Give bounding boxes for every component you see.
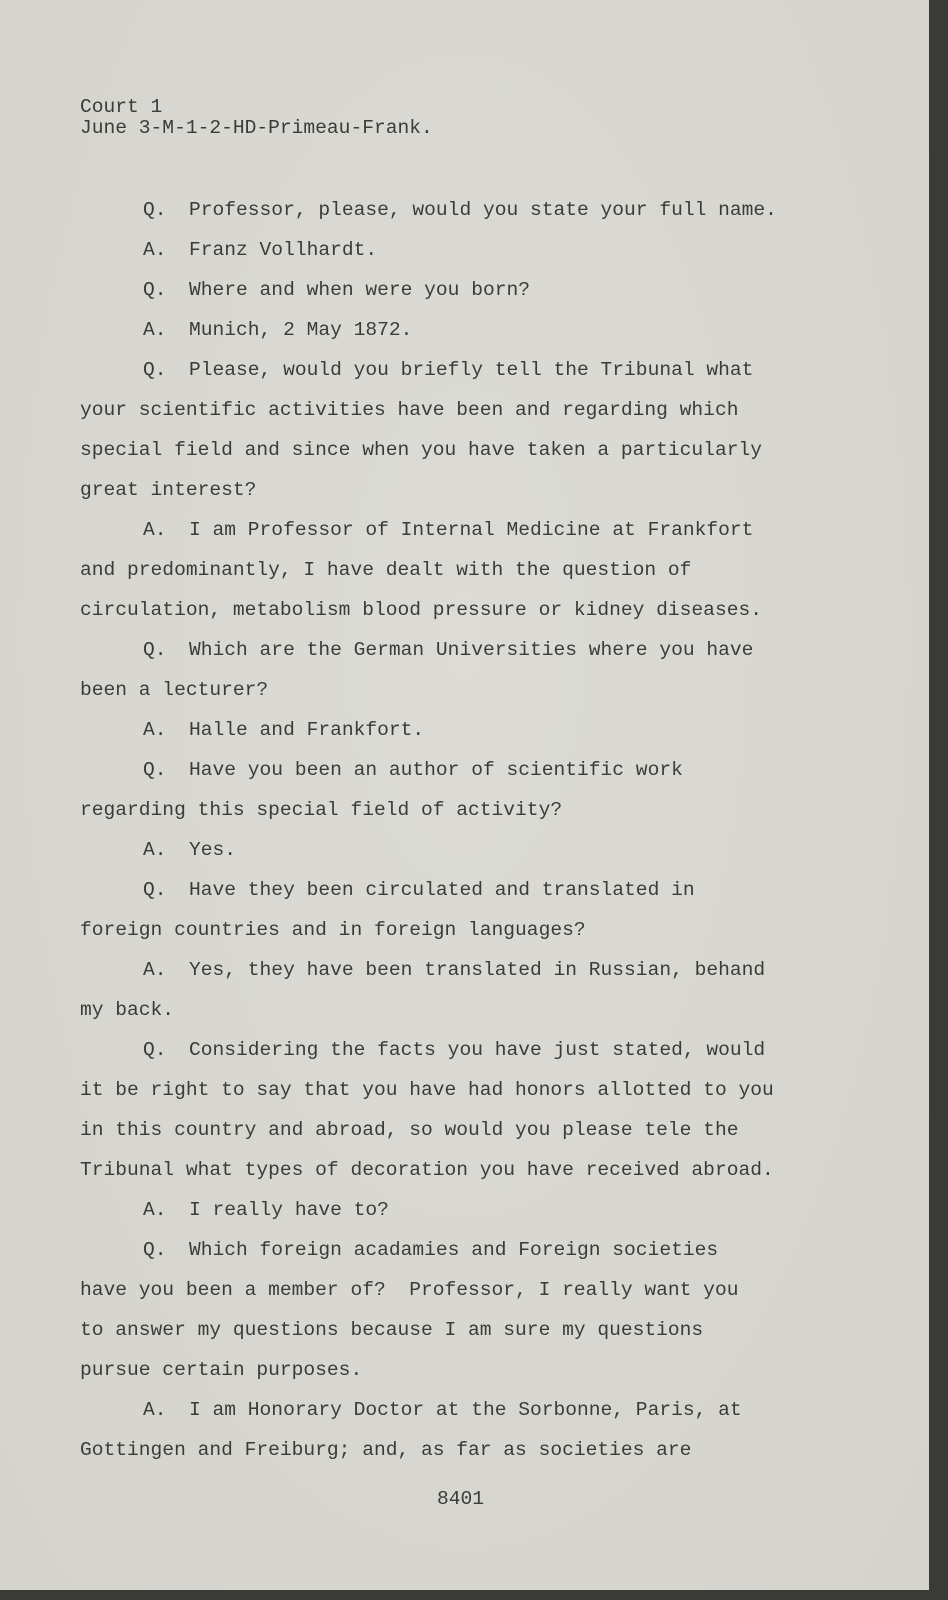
line-text: Where and when were you born? [189, 279, 530, 301]
text-line [80, 670, 920, 710]
answer-paragraph [80, 710, 920, 750]
text-line [80, 590, 920, 630]
speaker-label: A. [143, 1199, 167, 1221]
text-line [80, 910, 920, 950]
question-paragraph [80, 750, 920, 830]
line-text: Halle and Frankfort. [189, 719, 425, 741]
header-court: Court 1 [80, 96, 163, 118]
answer-paragraph [80, 1190, 920, 1230]
line-text: great interest? [80, 479, 257, 501]
speaker-label: Q. [143, 639, 167, 661]
answer-paragraph [80, 510, 920, 630]
line-text: foreign countries and in foreign languages? [80, 919, 586, 941]
question-paragraph [80, 1030, 920, 1190]
answer-paragraph [80, 230, 920, 270]
line-text: Munich, 2 May 1872. [189, 319, 413, 341]
answer-paragraph [80, 310, 920, 350]
line-text: Please, would you briefly tell the Tribunal what [189, 359, 754, 381]
text-line [80, 550, 920, 590]
line-text: Professor, please, would you state your full name. [189, 199, 777, 221]
speaker-label: Q. [143, 759, 167, 781]
text-line [80, 1270, 920, 1310]
text-line [80, 390, 920, 430]
text-line [80, 1230, 920, 1270]
line-text: Tribunal what types of decoration you have received abroad. [80, 1159, 774, 1181]
text-line [80, 270, 920, 310]
line-text: your scientific activities have been and regarding which [80, 399, 739, 421]
answer-paragraph [80, 1390, 920, 1470]
line-text: special field and since when you have taken a particularly [80, 439, 762, 461]
question-paragraph [80, 870, 920, 950]
text-line [80, 1310, 920, 1350]
text-line [80, 310, 920, 350]
answer-paragraph [80, 950, 920, 1030]
question-paragraph [80, 270, 920, 310]
text-line [80, 1190, 920, 1230]
line-text: it be right to say that you have had honors allotted to you [80, 1079, 774, 1101]
text-line [80, 1350, 920, 1390]
text-line [80, 1430, 920, 1470]
speaker-label: Q. [143, 879, 167, 901]
line-text: Gottingen and Freiburg; and, as far as societies are [80, 1439, 692, 1461]
question-paragraph [80, 1230, 920, 1390]
text-line [80, 1110, 920, 1150]
line-text: to answer my questions because I am sure my questions [80, 1319, 704, 1341]
text-line [80, 750, 920, 790]
text-line [80, 950, 920, 990]
line-text: Franz Vollhardt. [189, 239, 378, 261]
speaker-label: Q. [143, 1239, 167, 1261]
line-text: I really have to? [189, 1199, 389, 1221]
speaker-label: A. [143, 839, 167, 861]
transcript-body [80, 190, 920, 1470]
speaker-label: A. [143, 719, 167, 741]
line-text: and predominantly, I have dealt with the question of [80, 559, 692, 581]
speaker-label: Q. [143, 1039, 167, 1061]
line-text: Considering the facts you have just stated, would [189, 1039, 766, 1061]
question-paragraph [80, 190, 920, 230]
line-text: circulation, metabolism blood pressure or kidney diseases. [80, 599, 762, 621]
text-line [80, 830, 920, 870]
line-text: Which are the German Universities where you have [189, 639, 754, 661]
speaker-label: Q. [143, 359, 167, 381]
speaker-label: A. [143, 239, 167, 261]
text-line [80, 430, 920, 470]
question-paragraph [80, 630, 920, 710]
line-text: have you been a member of? Professor, I really want you [80, 1279, 739, 1301]
speaker-label: Q. [143, 279, 167, 301]
page-number: 8401 [437, 1488, 485, 1510]
line-text: Which foreign acadamies and Foreign societies [189, 1239, 719, 1261]
text-line [80, 870, 920, 910]
speaker-label: A. [143, 1399, 167, 1421]
text-line [80, 1030, 920, 1070]
speaker-label: Q. [143, 199, 167, 221]
line-text: I am Honorary Doctor at the Sorbonne, Paris, at [189, 1399, 742, 1421]
line-text: Have you been an author of scientific work [189, 759, 683, 781]
line-text: in this country and abroad, so would you please tele the [80, 1119, 739, 1141]
line-text: I am Professor of Internal Medicine at Frankfort [189, 519, 754, 541]
text-line [80, 1390, 920, 1430]
text-line [80, 1150, 920, 1190]
question-paragraph [80, 350, 920, 510]
text-line [80, 470, 920, 510]
speaker-label: A. [143, 959, 167, 981]
header-reference: June 3-M-1-2-HD-Primeau-Frank. [80, 117, 433, 139]
line-text: my back. [80, 999, 175, 1021]
line-text: Yes. [189, 839, 237, 861]
text-line [80, 790, 920, 830]
text-line [80, 630, 920, 670]
document-header [80, 97, 433, 139]
line-text: regarding this special field of activity? [80, 799, 563, 821]
text-line [80, 1070, 920, 1110]
text-line [80, 990, 920, 1030]
text-line [80, 350, 920, 390]
line-text: Yes, they have been translated in Russian, behand [189, 959, 766, 981]
text-line [80, 230, 920, 270]
line-text: Have they been circulated and translated in [189, 879, 695, 901]
answer-paragraph [80, 830, 920, 870]
line-text: pursue certain purposes. [80, 1359, 363, 1381]
text-line [80, 510, 920, 550]
speaker-label: A. [143, 519, 167, 541]
speaker-label: A. [143, 319, 167, 341]
text-line [80, 710, 920, 750]
line-text: been a lecturer? [80, 679, 269, 701]
text-line [80, 190, 920, 230]
